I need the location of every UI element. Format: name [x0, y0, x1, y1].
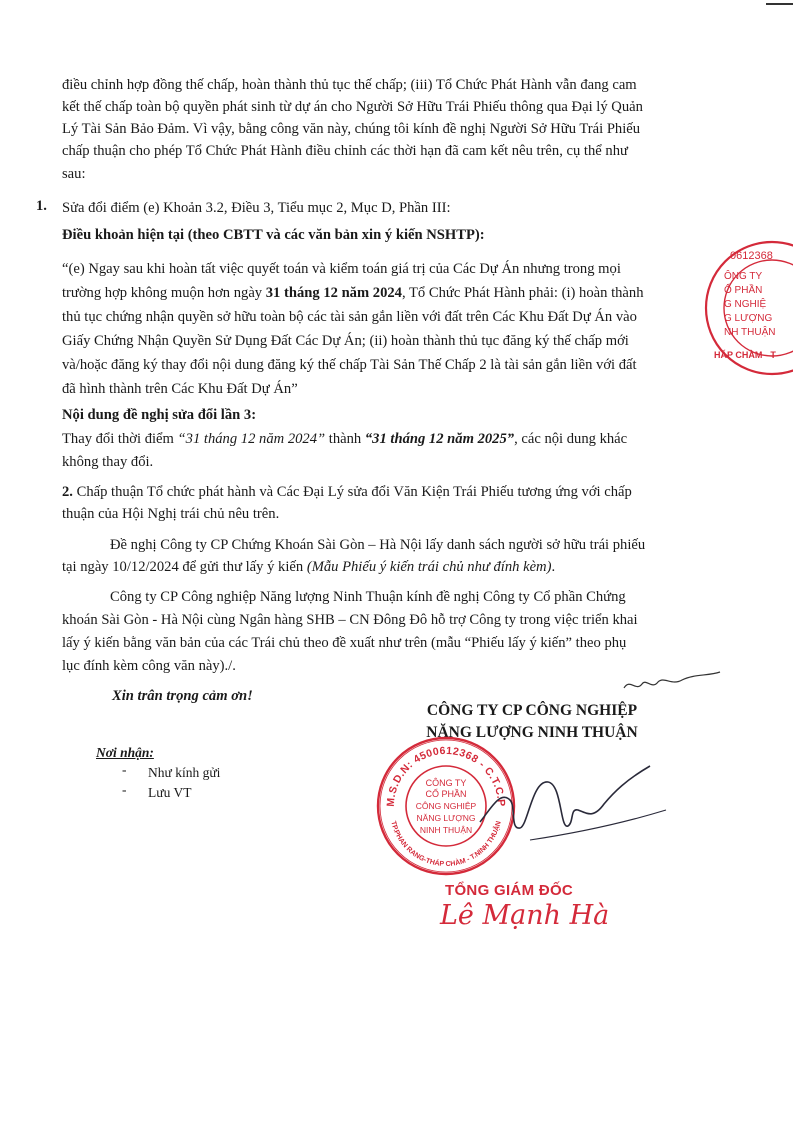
request-line-2-c: .	[551, 559, 556, 575]
intro-line-5: sau:	[62, 166, 86, 182]
item-1-number: 1.	[36, 198, 47, 214]
margin-seal	[700, 238, 793, 378]
clause-line-3: thủ tục chứng nhận quyền sở hữu toàn bộ các tài sản gắn liền với đất trên Các Khu Đất Dự Án vào	[62, 309, 637, 325]
clause-line-4: Giấy Chứng Nhận Quyền Sử Dụng Đất Các Dự Án; (ii) hoàn thành thủ tục đăng ký thế chấp mới	[62, 333, 629, 349]
intro-line-4: chấp thuận cho phép Tổ Chức Phát Hành điều chỉnh các thời hạn đã cam kết nêu trên, cụ thể như	[62, 143, 628, 159]
intro-line-1: điều chỉnh hợp đồng thế chấp, hoàn thành thủ tục thế chấp; (iii) Tổ Chức Phát Hành vẫn đang cam	[62, 77, 637, 93]
clause-line-2-a: trường hợp không muộn hơn ngày	[62, 285, 266, 301]
seal-center-line: CÔNG TY	[425, 778, 467, 788]
closing-line-3: lấy ý kiến bằng văn bản của các Trái chủ theo đề xuất như trên (mẫu “Phiếu lấy ý kiến” theo phụ	[62, 635, 627, 651]
seal-ring-bottom-text: TP.PHAN RANG-THÁP CHÀM - T.NINH THUẬN	[389, 820, 503, 869]
company-name-line-2: NĂNG LƯỢNG NINH THUẬN	[426, 724, 638, 741]
amendment-new-date: “31 tháng 12 năm 2025”	[364, 431, 515, 447]
page-edge-mark	[766, 3, 793, 5]
clause-line-2-c: , Tổ Chức Phát Hành phải: (i) hoàn thành	[401, 285, 644, 301]
clause-line-5: và/hoặc đăng ký thay đổi nội dung đăng ký thế chấp Tài Sản Thế Chấp 2 là tài sản gắn liền với đất	[62, 357, 637, 373]
clause-line-2	[62, 282, 644, 304]
amendment-line-1-c: thành	[325, 431, 365, 447]
margin-seal-line: G LƯỢNG	[724, 313, 773, 324]
recipient-dash: -	[122, 762, 127, 777]
request-line-2	[62, 556, 555, 578]
director-title: TỔNG GIÁM ĐỐC	[445, 882, 574, 899]
director-name: Lê Mạnh Hà	[440, 900, 610, 931]
request-line-2-a: tại ngày 10/12/2024 để gửi thư lấy ý kiến	[62, 559, 307, 575]
item-2-line-2: thuận của Hội Nghị trái chủ nêu trên.	[62, 506, 280, 522]
intro-line-2: kết thế chấp toàn bộ quyền phát sinh từ dự án cho Người Sở Hữu Trái Phiếu thông qua Đại lý Quản	[62, 99, 643, 115]
seal-center-line: NINH THUẬN	[419, 825, 473, 835]
recipient-item: Như kính gửi	[148, 765, 221, 780]
amendment-line-2: không thay đổi.	[62, 454, 154, 470]
clause-line-6: đã hình thành trên Các Khu Đất Dự Án”	[62, 381, 298, 397]
recipients-label: Nơi nhận:	[96, 745, 154, 760]
request-line-1: Đề nghị Công ty CP Chứng Khoán Sài Gòn – Hà Nội lấy danh sách người sở hữu trái phiếu	[110, 537, 646, 553]
seal-ring-top-text: M.S.D.N: 4500612368 - C.T.C.P	[384, 744, 508, 808]
margin-seal-line: ÔNG TY	[724, 271, 763, 282]
seal-center-line: CÔNG NGHIỆP	[415, 801, 477, 811]
clause-deadline-date: 31 tháng 12 năm 2024	[265, 285, 402, 301]
margin-seal-line: Ổ PHẦN	[724, 285, 763, 296]
item-2-text: Chấp thuận Tổ chức phát hành và Các Đại Lý sửa đổi Văn Kiện Trái Phiếu tương ứng với chấp	[72, 484, 632, 500]
recipient-item: Lưu VT	[148, 785, 192, 800]
closing-line-4: lục đính kèm công văn này)./.	[62, 658, 236, 674]
intro-line-3: Lý Tài Sản Bảo Đảm. Vì vậy, bằng công văn này, chúng tôi kính đề nghị Người Sở Hữu Trái Phiếu	[62, 121, 641, 137]
margin-seal-bottom: HÁP CHÀM - T	[714, 350, 776, 360]
amendment-heading: Nội dung đề nghị sửa đổi lần 3:	[62, 407, 257, 423]
item-1-text: Sửa đổi điểm (e) Khoản 3.2, Điều 3, Tiểu mục 2, Mục D, Phần III:	[62, 200, 451, 216]
closing-line-2: khoán Sài Gòn - Hà Nội cùng Ngân hàng SHB – CN Đông Đô hỗ trợ Công ty trong việc triển khai	[62, 612, 638, 628]
company-name-line-1: CÔNG TY CP CÔNG NGHIỆP	[426, 702, 638, 719]
amendment-line-1	[62, 428, 627, 450]
margin-seal-number: 0612368	[730, 250, 773, 262]
handwritten-signature	[470, 760, 670, 860]
clause-line-1: “(e) Ngay sau khi hoàn tất việc quyết toán và kiểm toán giá trị của Các Dự Án nhưng trong mọi	[62, 261, 621, 277]
seal-center-line: CỔ PHẦN	[425, 789, 467, 799]
current-clause-heading: Điều khoản hiện tại (theo CBTT và các văn bản xin ý kiến NSHTP):	[62, 227, 485, 243]
initial-mark	[622, 670, 722, 700]
margin-seal-line: G NGHIỆ	[724, 299, 767, 310]
seal-center-line: NĂNG LƯỢNG	[416, 813, 476, 823]
margin-seal-center	[724, 270, 775, 340]
item-2-line-1	[62, 481, 632, 503]
item-2-number: 2.	[62, 484, 73, 500]
request-attachment-note: (Mẫu Phiếu ý kiến trái chủ như đính kèm)	[306, 559, 552, 575]
thanks-line: Xin trân trọng cảm ơn!	[112, 688, 253, 704]
amendment-line-1-e: , các nội dung khác	[514, 431, 628, 447]
amendment-old-date: “31 tháng 12 năm 2024”	[177, 431, 326, 447]
recipient-dash: -	[122, 782, 127, 797]
amendment-line-1-a: Thay đổi thời điểm	[62, 431, 178, 447]
closing-line-1: Công ty CP Công nghiệp Năng lượng Ninh Thuận kính đề nghị Công ty Cổ phần Chứng	[110, 589, 626, 605]
margin-seal-line: NH THUẬN	[724, 327, 776, 338]
